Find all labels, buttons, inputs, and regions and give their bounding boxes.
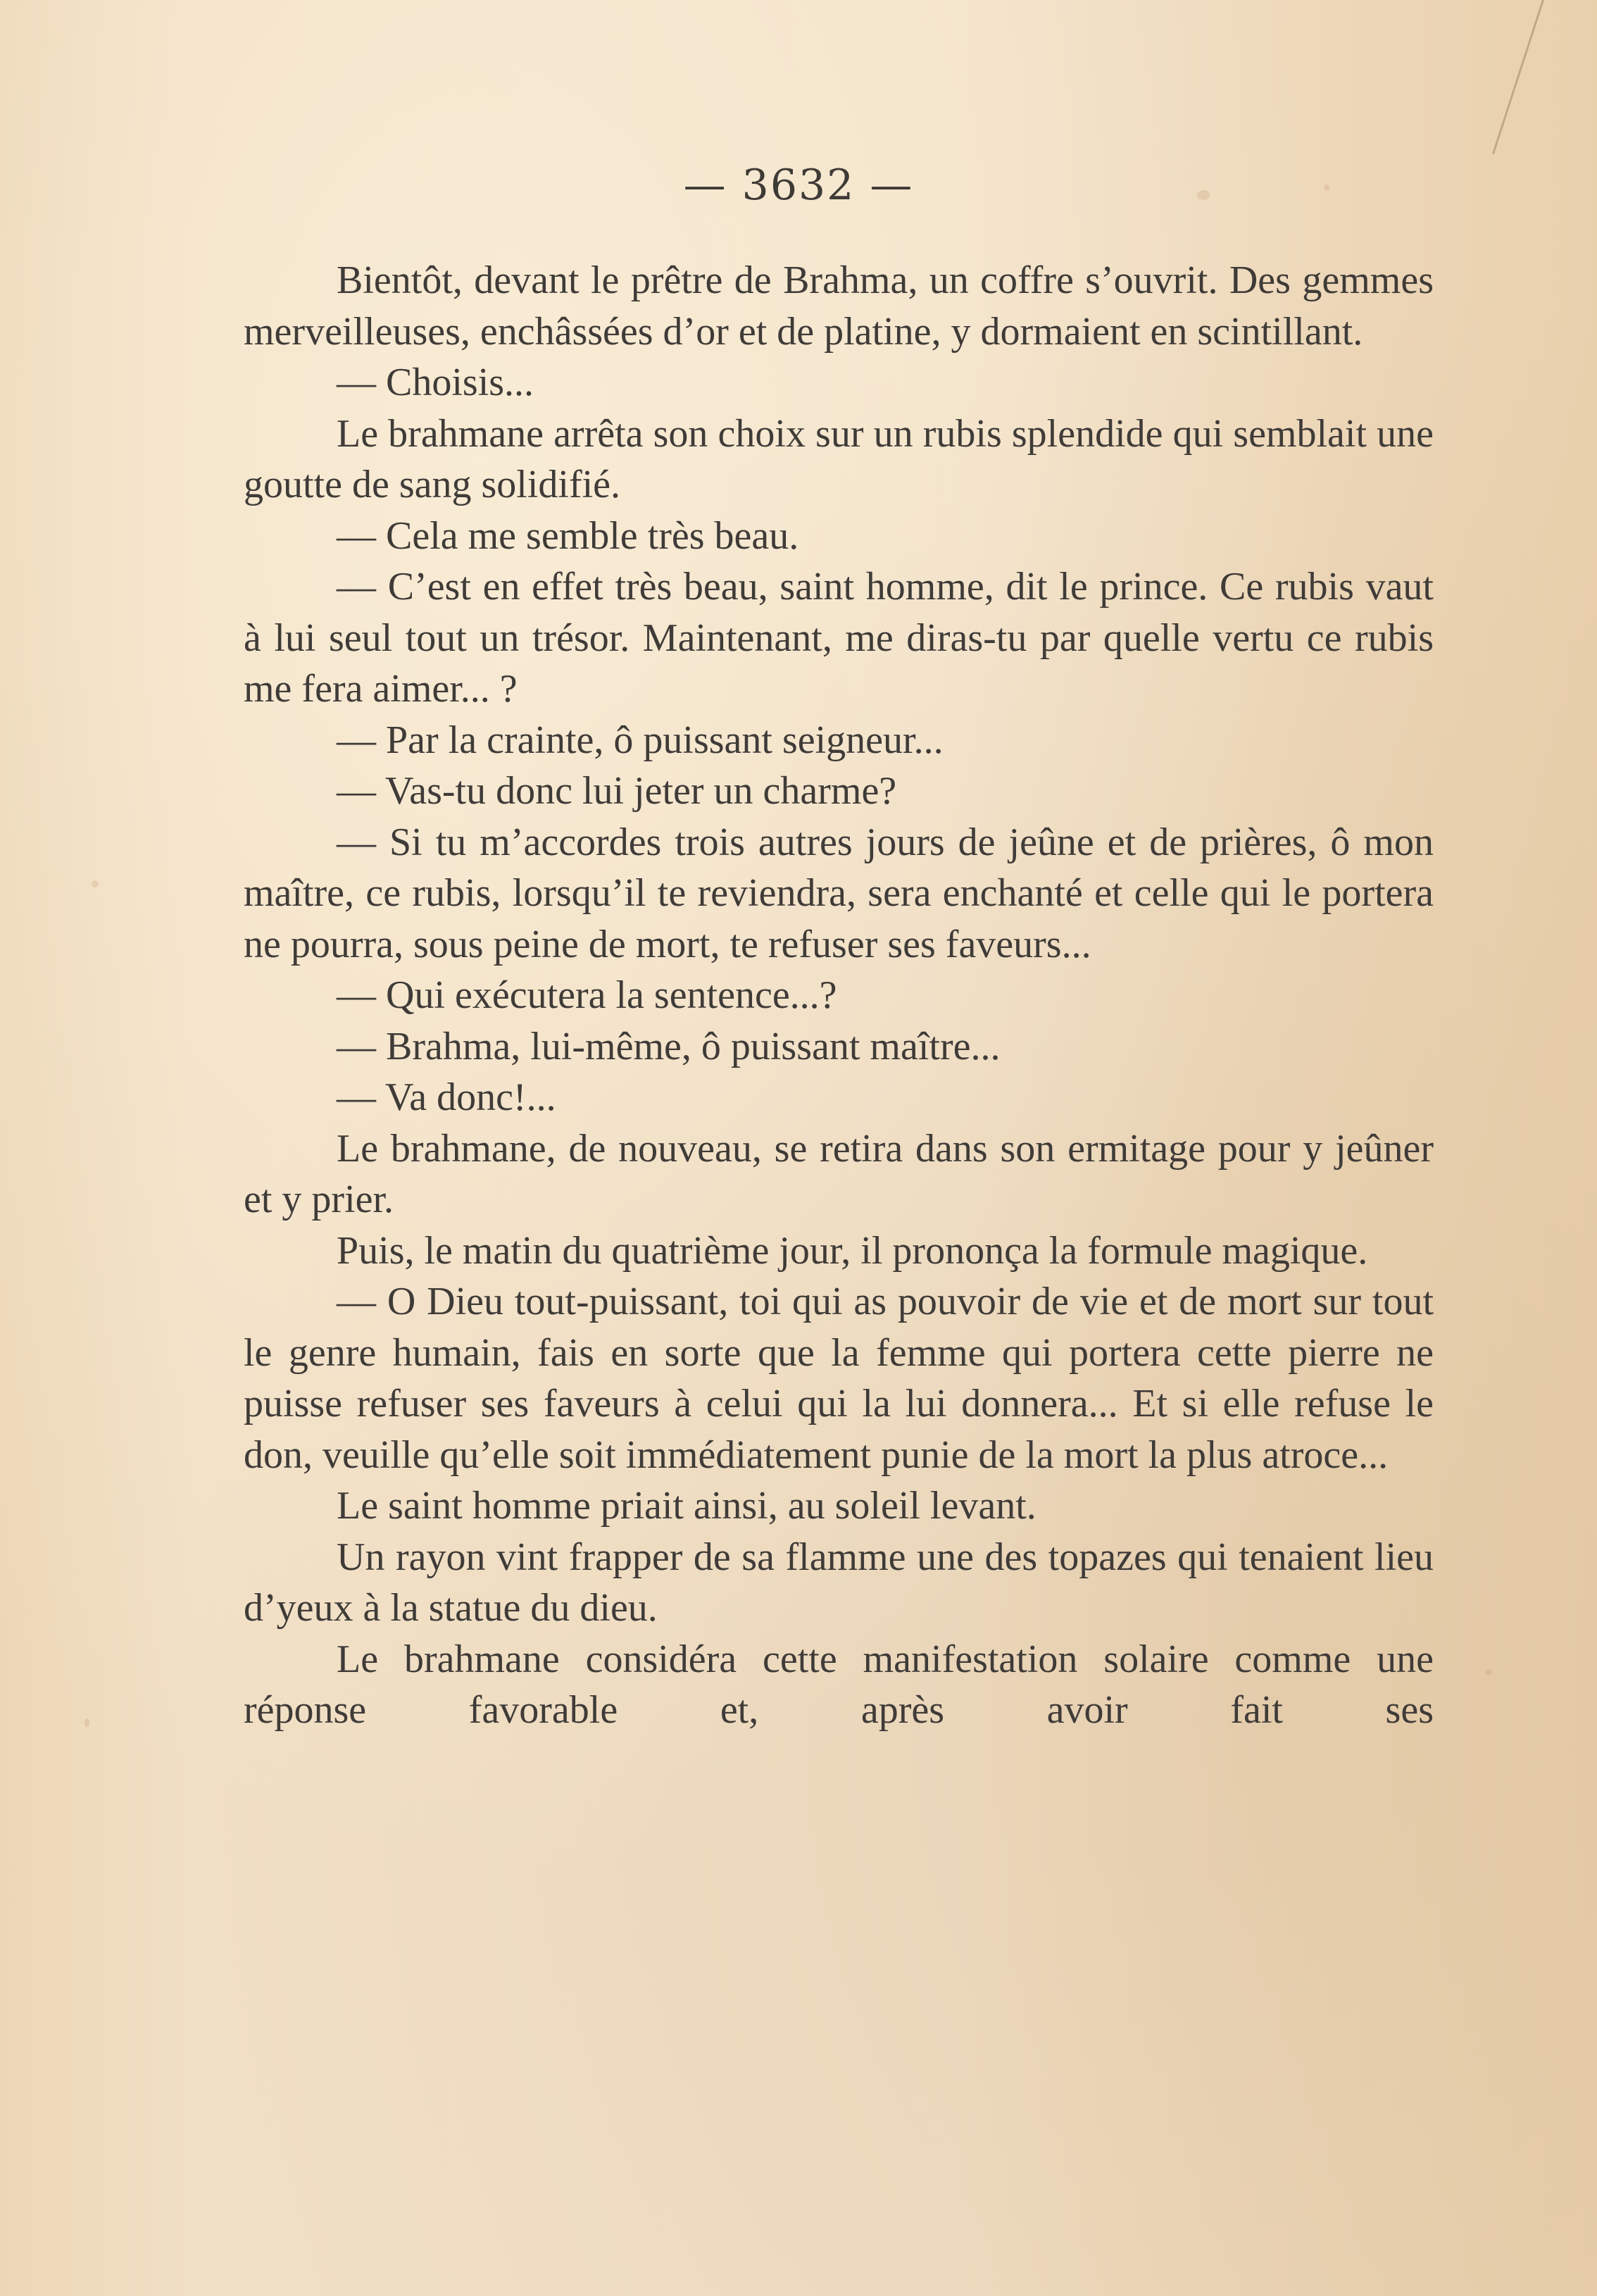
paragraph: Le saint homme priait ainsi, au soleil levant. [337,1484,1037,1528]
paragraph: Un rayon vint frapper de sa flamme une des topazes qui tenaient lieu d’yeux à la statue du dieu. [244,1535,1434,1630]
dialogue-line: — Brahma, lui-même, ô puissant maître... [337,1024,1001,1068]
dialogue-line: — Choisis... [337,361,534,404]
paper-stain [84,1718,89,1727]
dialogue-line: — Par la crainte, ô puissant seigneur... [337,718,944,762]
paragraph: Le brahmane, de nouveau, se retira dans son ermitage pour y jeûner et y prier. [244,1126,1434,1221]
dialogue-line: — Va donc!... [337,1075,556,1119]
page-number: — 3632 — [683,161,914,210]
paragraph: Bientôt, devant le prêtre de Brahma, un coffre s’ouvrit. Des gemmes merveilleuses, enchâssées d’or et de platine, y dormaient en scintillant. [244,258,1434,354]
dialogue-line: — Vas-tu donc lui jeter un charme? [337,769,897,813]
paragraph: Le brahmane considéra cette manifestation solaire comme une réponse favorable et, après avoir fait ses [244,1637,1434,1732]
paper-stain [92,880,99,887]
dialogue-line: — Cela me semble très beau. [337,513,799,558]
page-crease [1492,0,1544,154]
dialogue-line: — Qui exécutera la sentence...? [337,973,837,1017]
dialogue-line: — Si tu m’accordes trois autres jours de jeûne et de prières, ô mon maître, ce rubis, lorsqu’il te reviendra, sera enchanté et celle qui le portera ne pourra, sous peine de mort, te refuser ses faveurs... [244,820,1434,966]
paper-stain [1486,1669,1492,1676]
dialogue-line: — C’est en effet très beau, saint homme, dit le prince. Ce rubis vaut à lui seul tout un trésor. Maintenant, me diras-tu par quelle vertu ce rubis me fera aimer... ? [244,565,1434,711]
paragraph: Le brahmane arrêta son choix sur un rubis splendide qui semblait une goutte de sang solidifié. [244,411,1434,506]
body-text [244,255,1434,1736]
dialogue-line: — O Dieu tout-puissant, toi qui as pouvoir de vie et de mort sur tout le genre humain, fais en sorte que la femme qui portera cette pierre ne puisse refuser ses faveurs à celui qui la lui donnera... Et si elle refuse le don, veuille qu’elle soit immédiatement punie de la mort la plus atroce... [244,1280,1434,1477]
paragraph: Puis, le matin du quatrième jour, il prononça la formule magique. [337,1228,1368,1273]
